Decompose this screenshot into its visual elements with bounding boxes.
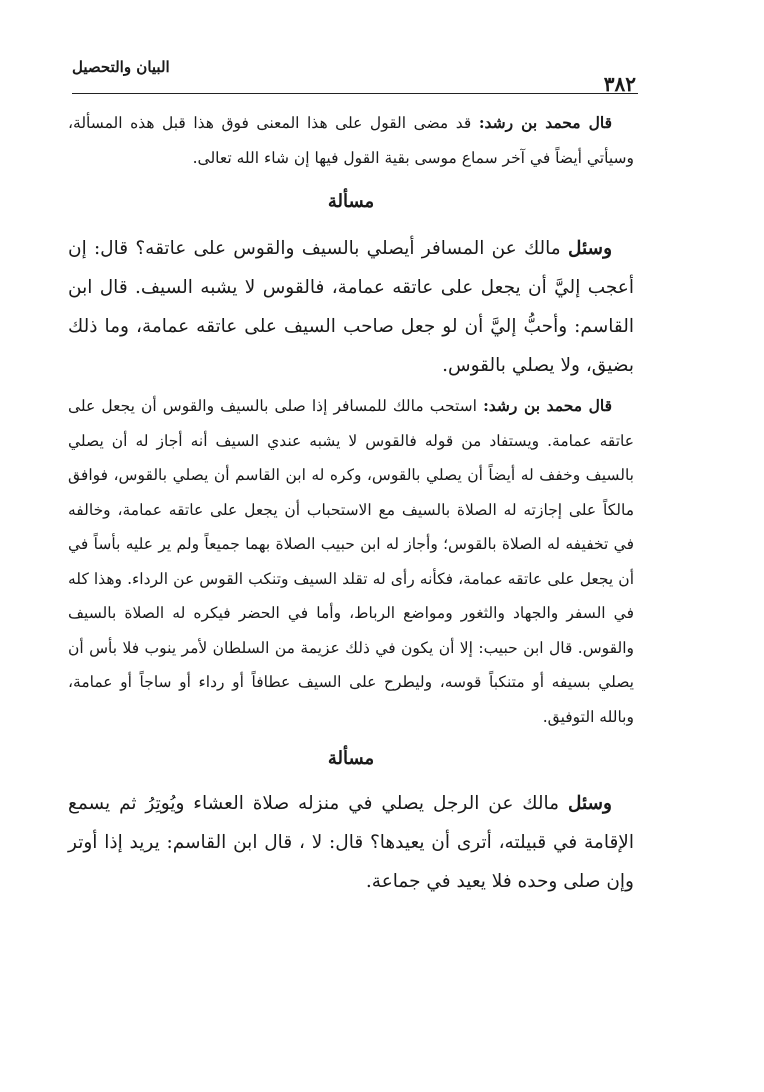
paragraph-lead: قال محمد بن رشد: xyxy=(478,113,612,132)
page-number: ٣٨٢ xyxy=(603,72,636,96)
paragraph-lead: وسئل xyxy=(567,238,612,259)
paragraph-lead: قال محمد بن رشد: xyxy=(483,396,612,415)
paragraph-text: مالك عن المسافر أيصلي بالسيف والقوس على عاتقه؟ قال: إن أعجب إليَّ أن يجعل على عاتقه عمامة، فالقوس لا يشبه السيف. قال ابن القاسم: وأحبُّ إليَّ أن لو جعل صاحب السيف على عاتقه عمامة، وما ذلك بضيق، ولا يصلي بالقوس. xyxy=(68,238,634,376)
commentary-paragraph xyxy=(68,106,634,175)
question-paragraph xyxy=(68,784,634,901)
page-body xyxy=(68,106,634,901)
section-heading: مسألة xyxy=(327,748,375,769)
section-heading: مسألة xyxy=(327,191,375,212)
commentary-paragraph xyxy=(68,389,634,734)
paragraph-text: مالك عن الرجل يصلي في منزله صلاة العشاء ويُوتِرُ ثم يسمع الإقامة في قبيلته، أترى أن يعيدها؟ قال: لا ، قال ابن القاسم: يريد إذا أوتر وإن صلى وحده فلا يعيد في جماعة. xyxy=(68,793,634,892)
paragraph-text: قد مضى القول على هذا المعنى فوق هذا قبل هذه المسألة، وسيأتي أيضاً في آخر سماع موسى بقية القول فيها إن شاء الله تعالى. xyxy=(68,114,634,167)
question-paragraph xyxy=(68,229,634,385)
header-rule xyxy=(72,93,638,94)
paragraph-lead: وسئل xyxy=(567,793,612,814)
paragraph-text: استحب مالك للمسافر إذا صلى بالسيف والقوس أن يجعل على عاتقه عمامة. ويستفاد من قوله فالقوس لا يشبه عندي السيف أنه أجاز له أن يصلي بالسيف وخفف له أيضاً أن يصلي بالقوس، وكره له ابن القاسم أن يصلي بالقوس، فوافق مالكاً على إجازته له الصلاة بالسيف مع الاستحباب أن يجعل على عاتقه عمامة، وخالفه في تخفيفه له الصلاة بالقوس؛ وأجاز له ابن حبيب الصلاة بهما جميعاً ولم ير عليه بأساً في أن يجعل على عاتقه عمامة، فكأنه رأى له تقلد السيف وتنكب القوس عن الرداء. وهذا كله في السفر والجهاد والثغور ومواضع الرباط، وأما في الحضر فيكره له الصلاة بالسيف والقوس. قال ابن حبيب: إلا أن يكون في ذلك عزيمة من السلطان لأمر ينوب فلا بأس أن يصلي بسيفه أو متنكباً قوسه، وليطرح على السيف عطافاً أو رداء أو ساجاً أو عمامة، وبالله التوفيق. xyxy=(68,397,634,726)
running-head: البيان والتحصيل xyxy=(72,58,170,76)
